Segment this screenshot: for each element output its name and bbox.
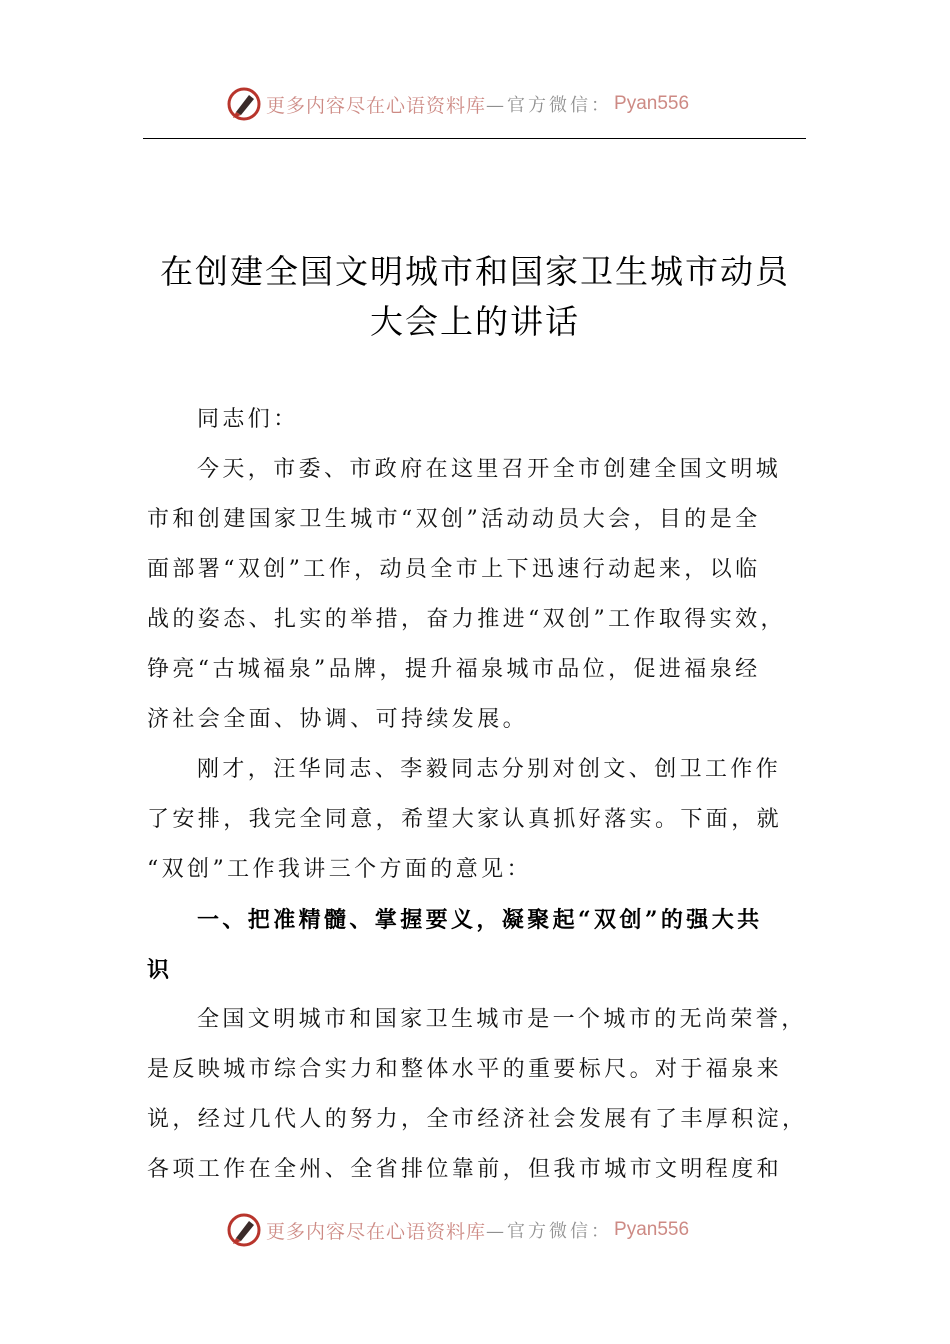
pen-logo-icon <box>225 1211 263 1249</box>
paragraph-line: 市和创建国家卫生城市“双创”活动动员大会，目的是全 <box>147 507 761 532</box>
paragraph-line: 铮亮“古城福泉”品牌，提升福泉城市品位，促进福泉经 <box>147 657 761 682</box>
paragraph-line: “双创”工作我讲三个方面的意见： <box>147 857 532 882</box>
paragraph-line: 面部署“双创”工作，动员全市上下迅速行动起来，以临 <box>147 557 761 582</box>
paragraph-line: 全国文明城市和国家卫生城市是一个城市的无尚荣誉， <box>197 1007 807 1032</box>
salutation: 同志们： <box>197 407 299 432</box>
section-heading-line: 识 <box>147 957 173 983</box>
watermark-separator-text: —官方微信： <box>486 95 613 116</box>
header-divider <box>143 138 806 139</box>
paragraph-line: 济社会全面、协调、可持续发展。 <box>147 707 529 732</box>
paragraph-line: 刚才，汪华同志、李毅同志分别对创文、创卫工作作 <box>197 757 782 782</box>
paragraph-line: 说，经过几代人的努力，全市经济社会发展有了丰厚积淀， <box>147 1107 808 1132</box>
document-title <box>0 247 950 347</box>
paragraph-line: 各项工作在全州、全省排位靠前，但我市城市文明程度和 <box>147 1157 783 1182</box>
watermark-wechat-id: Pyan556 <box>614 93 690 114</box>
paragraph-line: 今天，市委、市政府在这里召开全市创建全国文明城 <box>197 457 782 482</box>
header-watermark <box>225 85 689 123</box>
document-body <box>147 395 827 1195</box>
watermark-wechat-id: Pyan556 <box>614 1219 690 1240</box>
watermark-brand-text: 更多内容尽在心语资料库 <box>266 1220 487 1243</box>
watermark-brand-text: 更多内容尽在心语资料库 <box>266 94 487 117</box>
paragraph-line: 了安排，我完全同意，希望大家认真抓好落实。下面，就 <box>147 807 783 832</box>
section-heading-line: 一、把准精髓、掌握要义，凝聚起“双创”的强大共 <box>197 907 763 933</box>
pen-logo-icon <box>225 85 263 123</box>
paragraph-line: 是反映城市综合实力和整体水平的重要标尺。对于福泉来 <box>147 1057 783 1082</box>
paragraph-line: 战的姿态、扎实的举措，奋力推进“双创”工作取得实效， <box>147 607 786 632</box>
watermark-separator-text: —官方微信： <box>486 1221 613 1242</box>
title-line-2: 大会上的讲话 <box>370 302 580 341</box>
footer-watermark <box>225 1211 689 1249</box>
title-line-1: 在创建全国文明城市和国家卫生城市动员 <box>160 252 790 291</box>
